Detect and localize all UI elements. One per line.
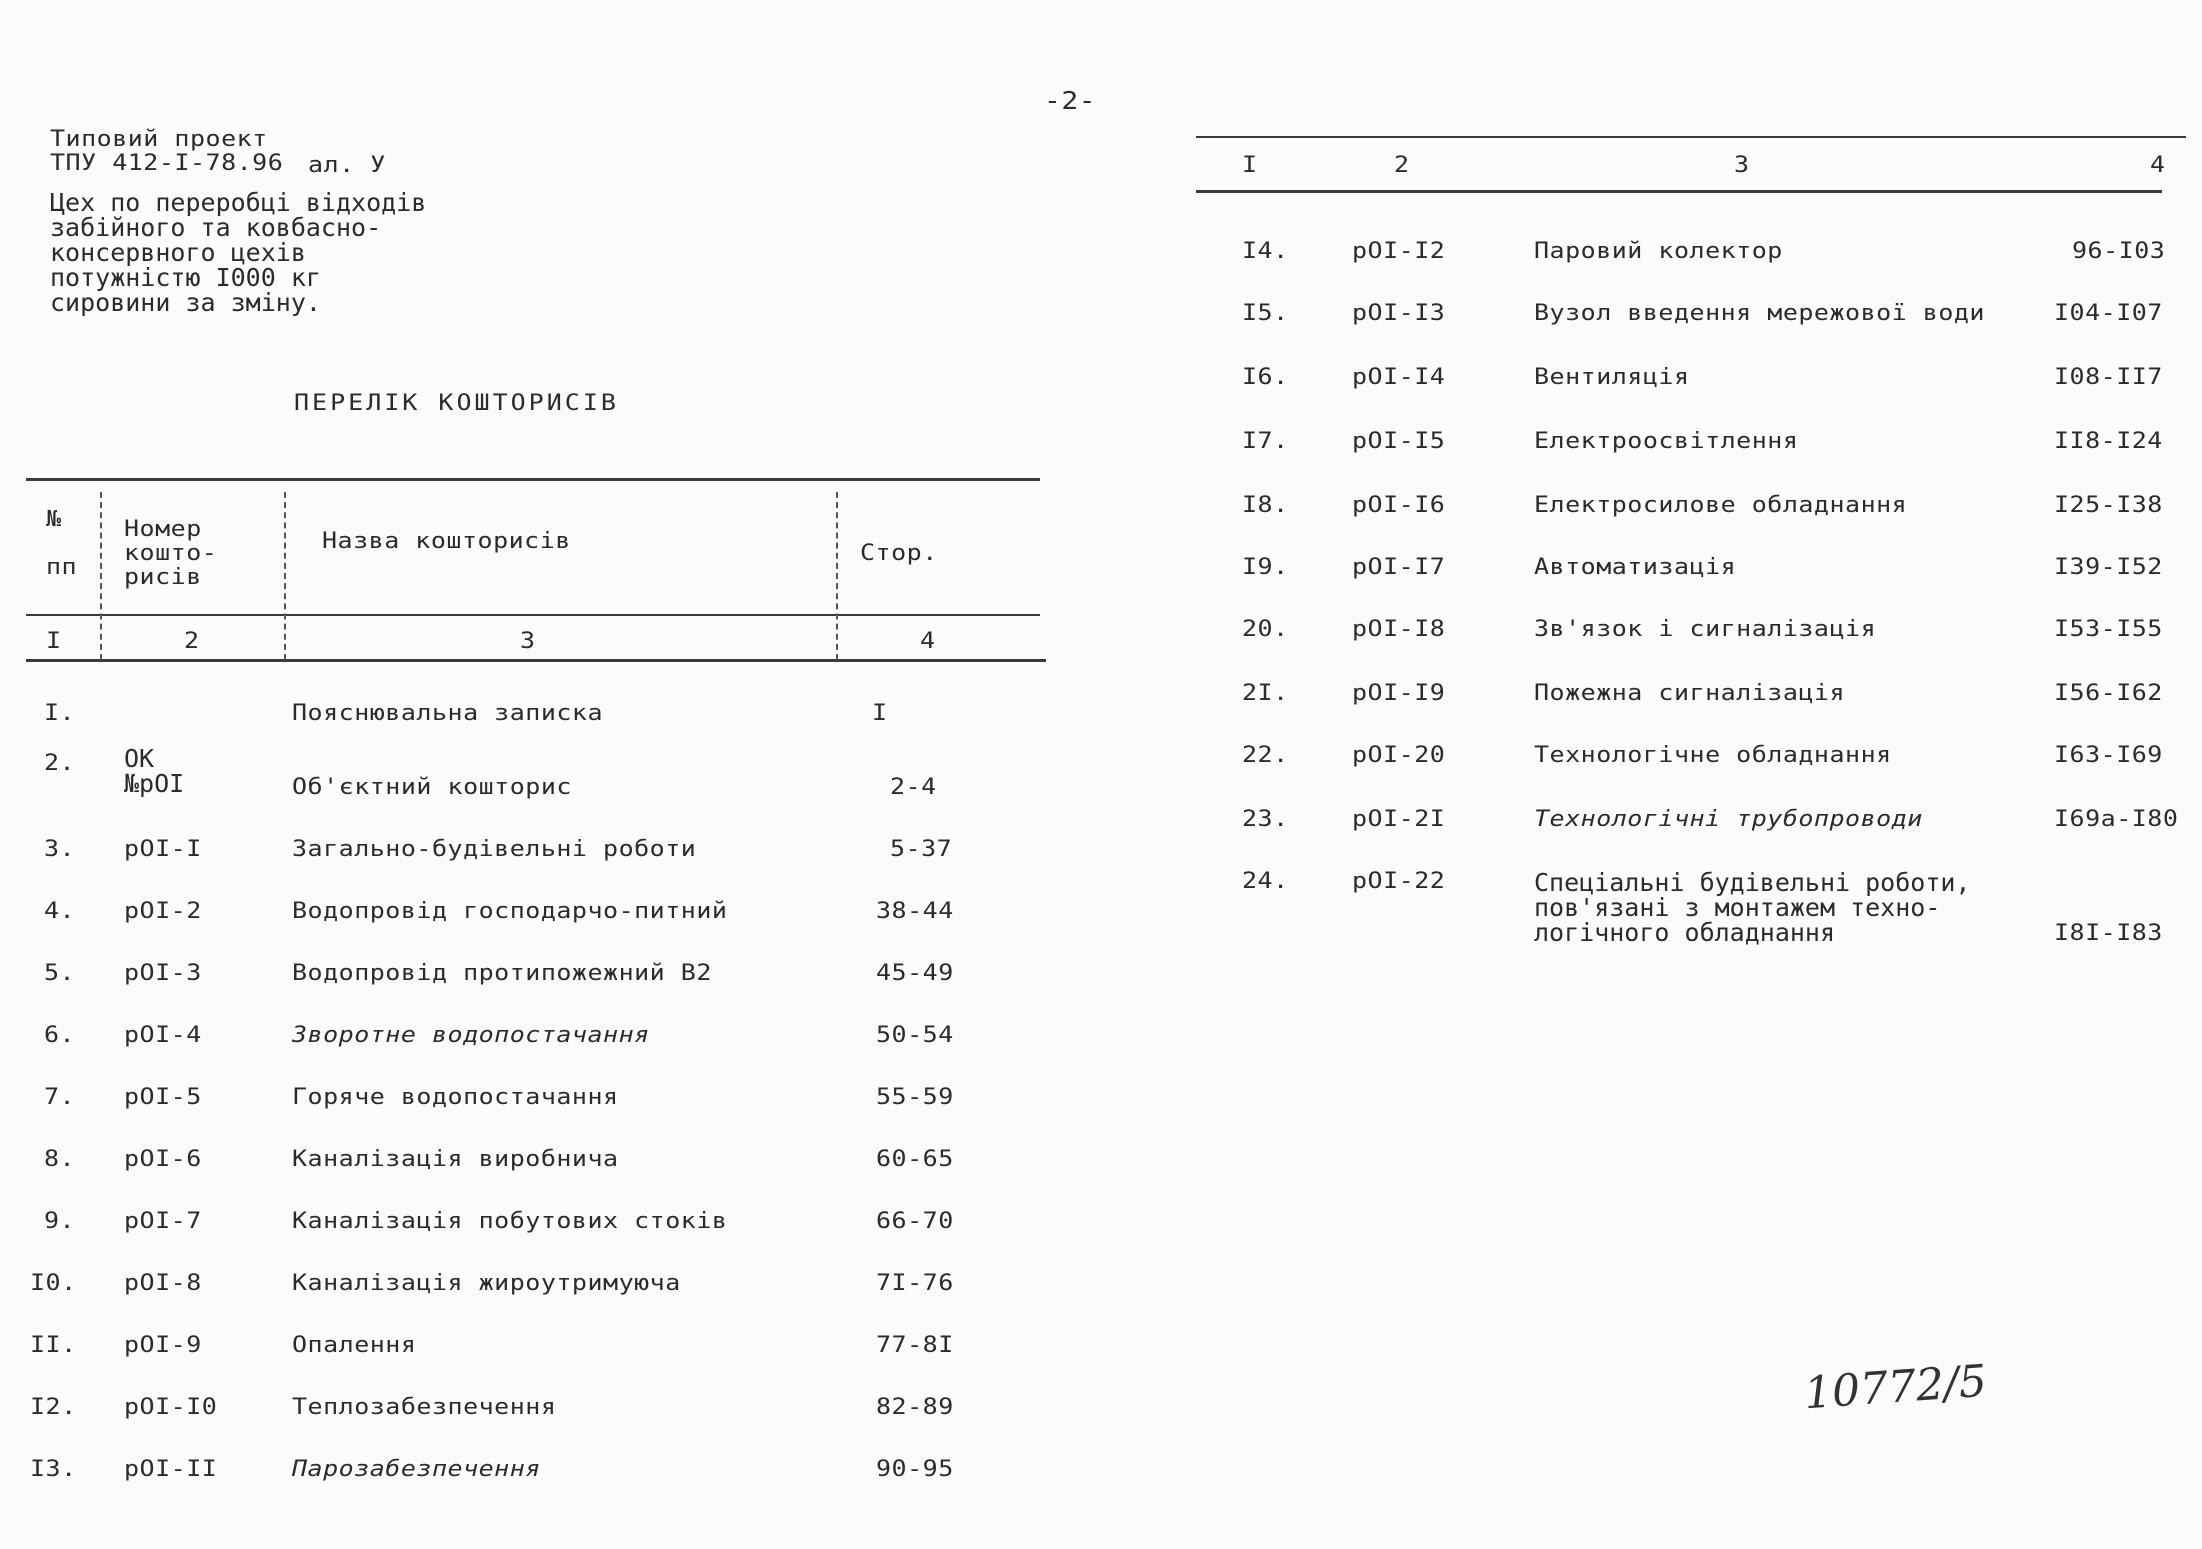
row-number: І4.: [1242, 237, 1289, 264]
left-col-number-4: 4: [920, 627, 936, 654]
row-pages: І8І-І83: [2054, 919, 2163, 946]
row-pages: 66-70: [876, 1207, 954, 1234]
row-code: рОІ-І0: [124, 1393, 218, 1420]
row-code: рОІ-5: [124, 1083, 202, 1110]
row-code: рОІ-І6: [1352, 491, 1446, 518]
page-number: -2-: [1044, 85, 1097, 116]
row-number: І3.: [30, 1455, 77, 1482]
row-name: Каналізація виробнича: [292, 1145, 619, 1172]
row-pages: 82-89: [876, 1393, 954, 1420]
row-pages: 7І-76: [876, 1269, 954, 1296]
row-code: ОК №рОІ: [124, 744, 185, 798]
header-no-line2: пп: [46, 553, 78, 580]
header-number-line3: рисів: [124, 563, 202, 590]
row-name: Водопровід господарчо-питний: [292, 897, 728, 924]
row-name: Опалення: [292, 1331, 417, 1358]
row-pages: 45-49: [876, 959, 954, 986]
left-table-divider-2: [284, 492, 286, 660]
row-name: Вузол введення мережової води: [1534, 299, 1985, 326]
row-code: рОІ-2: [124, 897, 202, 924]
row-code: рОІ-І: [124, 835, 202, 862]
left-col-number-1: І: [46, 627, 62, 654]
row-pages: ІІ8-І24: [2054, 427, 2163, 454]
row-code: рОІ-6: [124, 1145, 202, 1172]
row-name: Горяче водопостачання: [292, 1083, 619, 1110]
project-type: Типовий проект: [50, 125, 268, 152]
right-col-number-3: 3: [1734, 151, 1750, 178]
right-col-number-1: І: [1242, 151, 1258, 178]
row-name: Електроосвітлення: [1534, 427, 1799, 454]
album-number: ал. У: [308, 151, 386, 178]
row-number: 23.: [1242, 805, 1289, 832]
row-pages: 60-65: [876, 1145, 954, 1172]
row-number: І2.: [30, 1393, 77, 1420]
row-name: Спеціальні будівельні роботи, пов'язані з монтажем техно- логічного обладнання: [1534, 868, 1971, 947]
row-name: Каналізація побутових стоків: [292, 1207, 728, 1234]
row-pages: 96-І03: [2072, 237, 2166, 264]
row-pages: 38-44: [876, 897, 954, 924]
row-pages: 90-95: [876, 1455, 954, 1482]
row-code: рОІ-8: [124, 1269, 202, 1296]
row-pages: 55-59: [876, 1083, 954, 1110]
row-pages: І04-І07: [2054, 299, 2163, 326]
row-number: 22.: [1242, 741, 1289, 768]
row-name: Об'єктний кошторис: [292, 773, 572, 800]
row-name: Електросилове обладнання: [1534, 491, 1908, 518]
row-pages: 5-37: [890, 835, 953, 862]
row-name: Паровий колектор: [1534, 237, 1783, 264]
row-code: рОІ-2І: [1352, 805, 1446, 832]
row-number: 9.: [44, 1207, 76, 1234]
row-code: рОІ-7: [124, 1207, 202, 1234]
row-pages: 77-8І: [876, 1331, 954, 1358]
row-pages: 2-4: [890, 773, 937, 800]
row-pages: І69а-І80: [2054, 805, 2179, 832]
row-name: Пожежна сигналізація: [1534, 679, 1846, 706]
row-code: рОІ-І4: [1352, 363, 1446, 390]
project-description: Цех по переробці відходів забійного та ковбасно- консервного цехів потужністю І000 кг сировини за зміну.: [50, 188, 427, 317]
row-pages: І53-І55: [2054, 615, 2163, 642]
row-code: рОІ-І7: [1352, 553, 1446, 580]
row-name: Парозабезпечення: [292, 1455, 541, 1482]
row-pages: І08-ІІ7: [2054, 363, 2163, 390]
row-name: Зв'язок і сигналізація: [1534, 615, 1877, 642]
row-code: рОІ-22: [1352, 867, 1446, 894]
row-number: 5.: [44, 959, 76, 986]
row-pages: І56-І62: [2054, 679, 2163, 706]
row-number: 2.: [44, 749, 76, 776]
row-name: Загально-будівельні роботи: [292, 835, 697, 862]
left-table-divider-1: [100, 492, 102, 660]
row-code: рОІ-ІІ: [124, 1455, 218, 1482]
row-number: 8.: [44, 1145, 76, 1172]
row-number: І6.: [1242, 363, 1289, 390]
header-pages: Стор.: [860, 539, 938, 566]
row-number: 3.: [44, 835, 76, 862]
header-number-line2: кошто-: [124, 539, 218, 566]
left-table-top-rule: [26, 478, 1040, 481]
right-col-number-4: 4: [2150, 151, 2166, 178]
row-code: рОІ-9: [124, 1331, 202, 1358]
row-pages: І25-І38: [2054, 491, 2163, 518]
row-name: Вентиляція: [1534, 363, 1690, 390]
row-name: Зворотне водопостачання: [292, 1021, 650, 1048]
row-code: рОІ-3: [124, 959, 202, 986]
row-code: рОІ-І3: [1352, 299, 1446, 326]
row-name: Пояснювальна записка: [292, 699, 604, 726]
row-number: 24.: [1242, 867, 1289, 894]
header-no-line1: №: [46, 505, 62, 532]
handwritten-inventory-number: 10772/5: [1802, 1355, 1989, 1420]
row-number: І7.: [1242, 427, 1289, 454]
row-number: І.: [44, 699, 76, 726]
header-number-line1: Номер: [124, 515, 202, 542]
left-col-number-2: 2: [184, 627, 200, 654]
left-col-number-3: 3: [520, 627, 536, 654]
row-name: Водопровід протипожежний В2: [292, 959, 712, 986]
row-code: рОІ-І2: [1352, 237, 1446, 264]
row-number: І9.: [1242, 553, 1289, 580]
row-number: 6.: [44, 1021, 76, 1048]
header-name: Назва кошторисів: [322, 527, 571, 554]
row-code: рОІ-І9: [1352, 679, 1446, 706]
row-name: Технологічні трубопроводи: [1534, 805, 1923, 832]
row-code: рОІ-20: [1352, 741, 1446, 768]
row-name: Теплозабезпечення: [292, 1393, 557, 1420]
right-col-number-2: 2: [1394, 151, 1410, 178]
row-number: І0.: [30, 1269, 77, 1296]
row-pages: І: [872, 699, 888, 726]
row-name: Автоматизація: [1534, 553, 1737, 580]
right-table-number-rule: [1196, 190, 2162, 193]
row-number: ІІ.: [30, 1331, 77, 1358]
row-number: 7.: [44, 1083, 76, 1110]
row-pages: 50-54: [876, 1021, 954, 1048]
list-title: ПЕРЕЛІК КОШТОРИСІВ: [294, 389, 619, 416]
left-table-header-rule: [26, 614, 1040, 616]
row-code: рОІ-І8: [1352, 615, 1446, 642]
row-code: рОІ-4: [124, 1021, 202, 1048]
right-table-top-rule: [1196, 136, 2186, 138]
row-name: Технологічне обладнання: [1534, 741, 1892, 768]
row-number: 2І.: [1242, 679, 1289, 706]
left-table-number-rule: [26, 659, 1046, 662]
row-code: рОІ-І5: [1352, 427, 1446, 454]
row-number: І5.: [1242, 299, 1289, 326]
row-number: 4.: [44, 897, 76, 924]
project-code: ТПУ 412-І-78.96: [50, 149, 284, 176]
row-number: І8.: [1242, 491, 1289, 518]
row-name: Каналізація жироутримуюча: [292, 1269, 681, 1296]
row-pages: І63-І69: [2054, 741, 2163, 768]
left-table-divider-3: [836, 492, 838, 660]
row-pages: І39-І52: [2054, 553, 2163, 580]
row-number: 20.: [1242, 615, 1289, 642]
